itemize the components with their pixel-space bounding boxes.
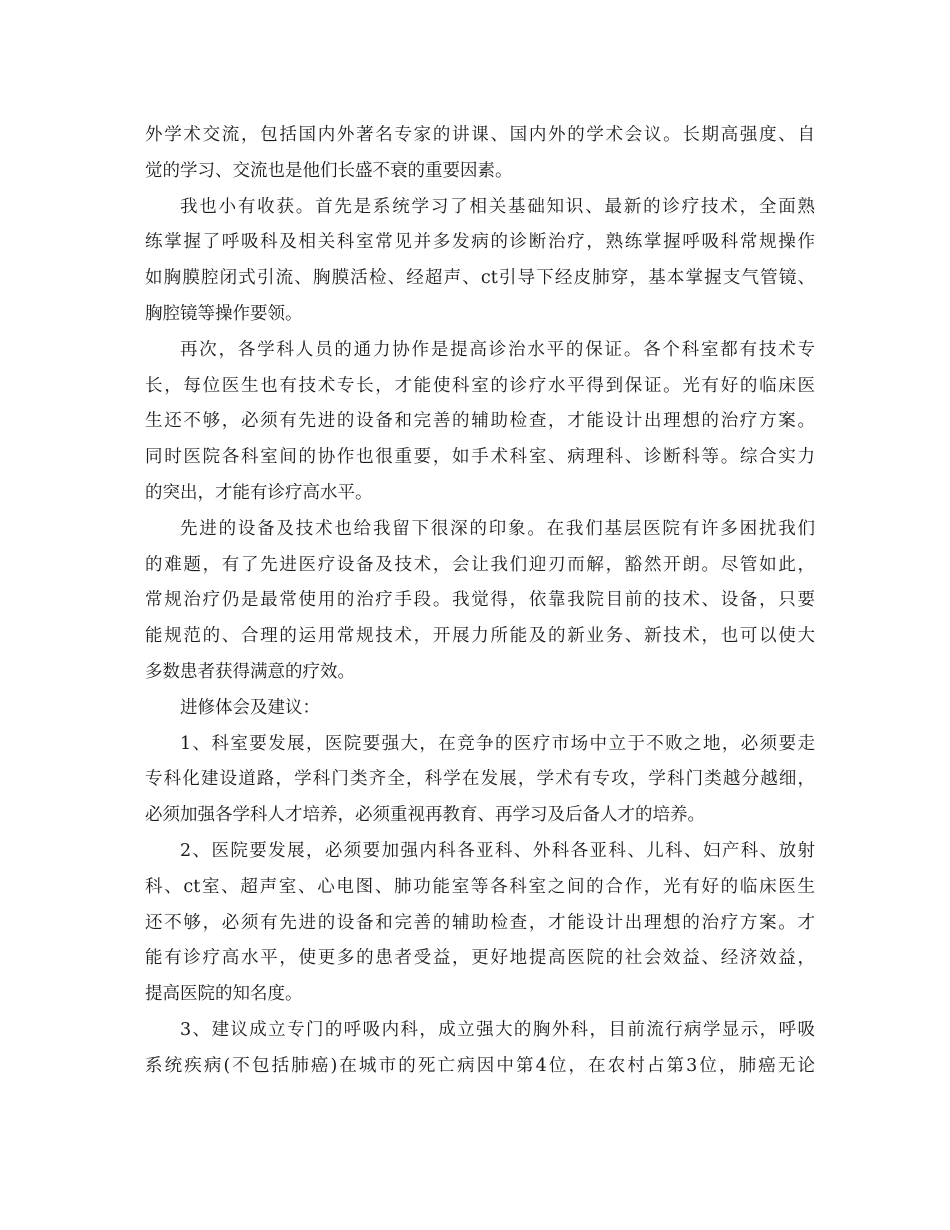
text-line: 的突出，才能有诊疗高水平。 [145,482,373,503]
text-line: 多数患者获得满意的疗效。 [145,661,355,682]
text-line: 专科化建设道路，学科门类齐全，科学在发展，学术有专攻，学科门类越分越细， [145,769,815,790]
text-line: 能规范的、合理的运用常规技术，开展力所能及的新业务、新技术，也可以使大 [145,626,815,647]
text-line: 胸腔镜等操作要领。 [145,303,303,324]
text-line: 先进的设备及技术也给我留下很深的印象。在我们基层医院有许多困扰我们 [180,518,815,539]
text-line: 长，每位医生也有技术专长，才能使科室的诊疗水平得到保证。光有好的临床医 [145,375,815,396]
text-line: 的难题，有了先进医疗设备及技术，会让我们迎刃而解，豁然开朗。尽管如此， [145,554,815,575]
text-line: 外学术交流，包括国内外著名专家的讲课、国内外的学术会议。长期高强度、自 [145,125,815,145]
document-body [145,118,815,1085]
text-line: 1、科室要发展，医院要强大，在竞争的医疗市场中立于不败之地，必须要走 [180,733,815,754]
text-line: 必须加强各学科人才培养，必须重视再教育、再学习及后备人才的培养。 [145,805,705,826]
text-line: 常规治疗仍是最常使用的治疗手段。我觉得，依靠我院目前的技术、设备，只要 [145,590,815,611]
text-line: 再次，各学科人员的通力协作是提高诊治水平的保证。各个科室都有技术专 [180,339,815,360]
text-line: 科、ct室、超声室、心电图、肺功能室等各科室之间的合作，光有好的临床医生 [145,876,815,897]
text-line: 进修体会及建议： [180,697,320,718]
text-line: 3、建议成立专门的呼吸内科，成立强大的胸外科，目前流行病学显示，呼吸 [180,1019,815,1040]
text-line: 能有诊疗高水平，使更多的患者受益，更好地提高医院的社会效益、经济效益， [145,948,815,969]
text-line: 同时医院各科室间的协作也很重要，如手术科室、病理科、诊断科等。综合实力 [145,447,815,468]
text-line: 还不够，必须有先进的设备和完善的辅助检查，才能设计出理想的治疗方案。才 [145,912,815,933]
text-line: 生还不够，必须有先进的设备和完善的辅助检查，才能设计出理想的治疗方案。 [145,411,815,432]
text-line: 如胸膜腔闭式引流、胸膜活检、经超声、ct引导下经皮肺穿，基本掌握支气管镜、 [145,268,815,289]
text-line: 练掌握了呼吸科及相关科室常见并多发病的诊断治疗，熟练掌握呼吸科常规操作 [145,232,815,253]
text-line: 2、医院要发展，必须要加强内科各亚科、外科各亚科、儿科、妇产科、放射 [180,840,815,861]
text-line: 我也小有收获。首先是系统学习了相关基础知识、最新的诊疗技术，全面熟 [180,196,815,217]
text-line: 觉的学习、交流也是他们长盛不衰的重要因素。 [145,160,513,181]
text-line: 系统疾病(不包括肺癌)在城市的死亡病因中第4位，在农村占第3位，肺癌无论 [145,1055,815,1076]
text-line: 提高医院的知名度。 [145,984,303,1005]
